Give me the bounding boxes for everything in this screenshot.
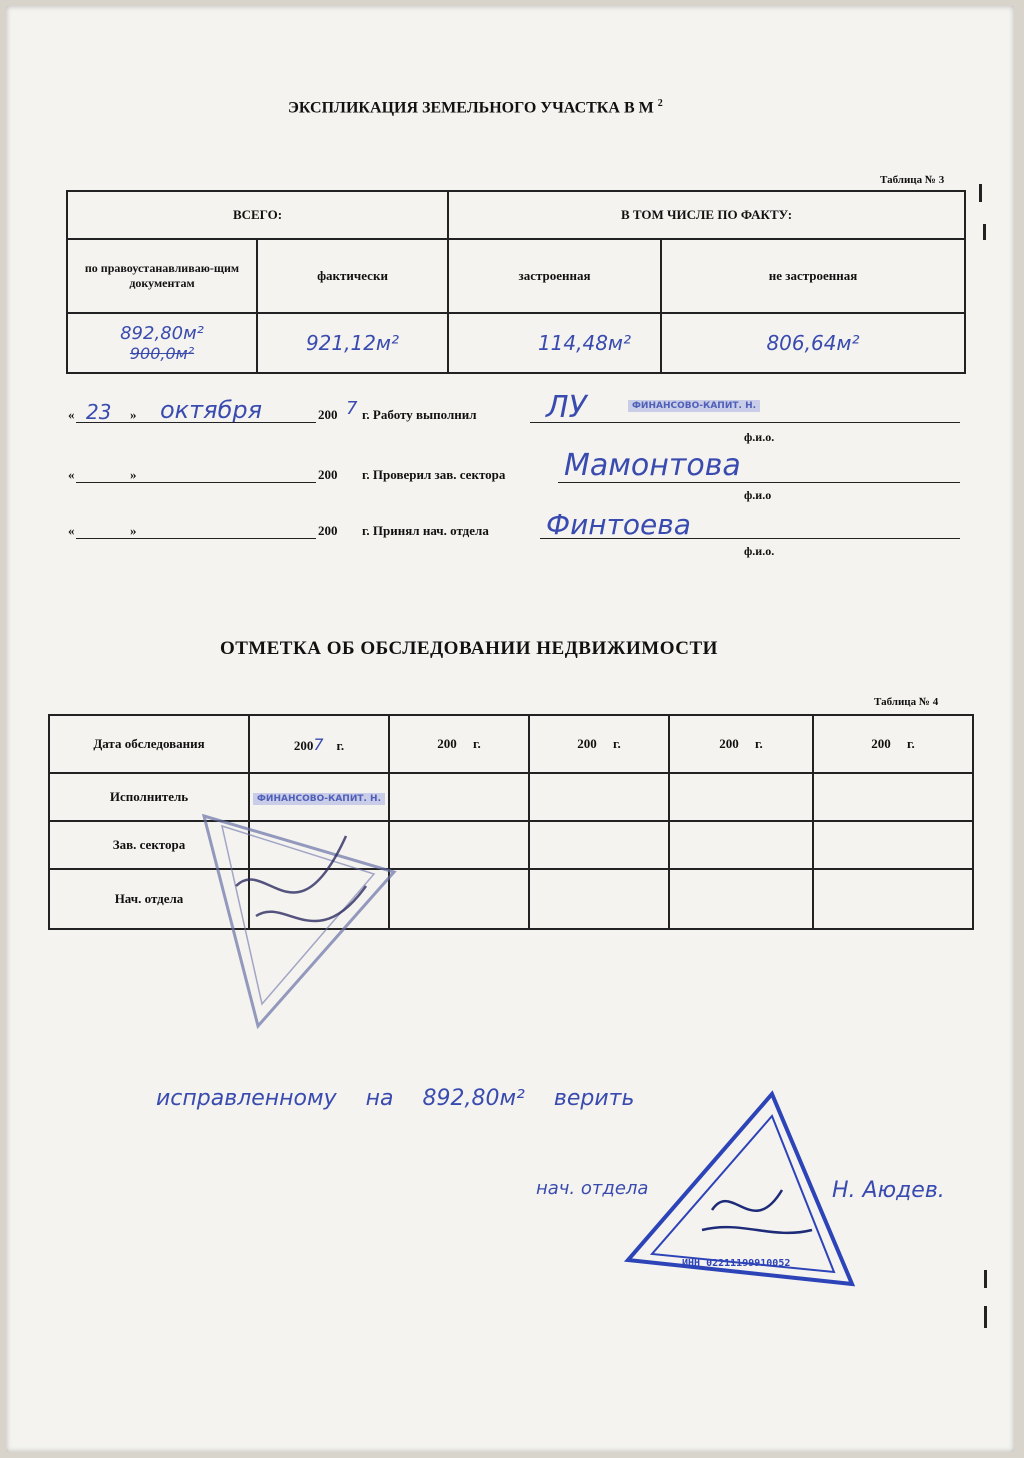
year-handwritten: 7 [313,734,324,754]
margin-mark [984,1306,987,1328]
year-handwritten: 7 [346,398,358,419]
date-cell-5 [813,715,973,773]
cell-actual [257,313,448,373]
col-by-documents: по правоустанавливаю-щим документам [67,239,257,313]
line-label: г. Работу выполнил [362,407,477,422]
signature-line-executed [68,390,964,426]
col-built: застроенная [448,239,661,313]
date-underline [76,482,316,483]
quote-close: » [130,407,137,422]
signature-line-accepted [68,508,964,542]
signature: ЛУ [546,390,587,425]
dept-head-label: нач. отдела [536,1178,649,1199]
exec-cell-2 [389,773,529,821]
margin-mark [983,224,986,240]
year-suffix: г. [473,736,481,751]
name-stamp: ФИНАНСОВО-КАПИТ. Н. [628,400,760,412]
row-label-executor: Исполнитель [49,773,249,821]
year-suffix: г. [907,736,915,751]
fio-label: ф.и.о. [744,544,775,558]
signature: Финтоева [546,508,691,541]
signature-line-checked [68,448,964,486]
table4-label: Таблица № 4 [874,696,939,708]
year-text: 200 [293,737,314,753]
area-actual: 921,12м² [305,331,400,355]
correction-note: исправленному на 892,80м² верить [156,1086,635,1111]
date-day: 23 [86,400,112,424]
row-label-sector-head: Зав. сектора [49,821,249,869]
nach-cell-2 [389,869,529,929]
date-cell-4 [669,715,813,773]
line-label: г. Проверил зав. сектора [362,467,506,482]
section-title: ОТМЕТКА ОБ ОБСЛЕДОВАНИИ НЕДВИЖИМОСТИ [220,638,718,659]
year-suffix: г. [613,736,621,751]
cell-unbuilt [661,313,965,373]
year-prefix: 200 [318,407,338,422]
area-built: 114,48м² [537,331,632,355]
signature-underline [558,482,960,483]
row-label-date: Дата обследования [49,715,249,773]
quote-close: » [130,523,137,538]
signature-underline [540,538,960,539]
nach-cell-4 [669,869,813,929]
cell-built [448,313,661,373]
table3-label: Таблица № 3 [880,174,945,186]
header-total: ВСЕГО: [67,191,448,239]
exec-cell-4 [669,773,813,821]
cell-by-documents [67,313,257,373]
date-cell-1 [249,715,389,773]
exec-cell-3 [529,773,669,821]
date-cell-3 [529,715,669,773]
year-text: 200 [871,736,891,751]
quote-close: » [130,467,137,482]
zav-cell-2 [389,821,529,869]
executor-stamp: ФИНАНСОВО-КАПИТ. Н. [253,793,385,805]
header-fact: В ТОМ ЧИСЛЕ ПО ФАКТУ: [448,191,965,239]
area-unbuilt: 806,64м² [766,331,860,355]
area-original: 900,0м² [129,344,195,363]
year-suffix: г. [336,737,345,753]
fio-label: ф.и.о. [744,430,775,444]
triangle-stamp-icon [196,776,406,1036]
line-label: г. Принял нач. отдела [362,523,489,538]
zav-cell-3 [529,821,669,869]
quote-open: « [68,407,75,422]
exec-cell-5 [813,773,973,821]
fio-label: ф.и.о [744,488,772,502]
explication-table [66,190,966,374]
signature-underline [530,422,960,423]
nach-cell-5 [813,869,973,929]
year-suffix: г. [755,736,763,751]
date-underline [76,422,316,423]
quote-open: « [68,467,75,482]
year-prefix: 200 [318,467,338,482]
col-unbuilt: не застроенная [661,239,965,313]
year-text: 200 [437,736,457,751]
date-cell-2 [389,715,529,773]
zav-cell-5 [813,821,973,869]
date-month: октября [160,396,263,424]
nach-cell-3 [529,869,669,929]
year-text: 200 [719,736,739,751]
row-label-dept-head: Нач. отдела [49,869,249,929]
stamp-inn-text: ИНН 02211199910052 [682,1258,791,1269]
year-text: 200 [577,736,597,751]
document-page [6,6,1014,1452]
zav-cell-4 [669,821,813,869]
quote-open: « [68,523,75,538]
margin-mark [979,184,982,202]
page-title [288,98,663,117]
inspection-table [48,714,974,930]
year-prefix: 200 [318,523,338,538]
col-actual: фактически [257,239,448,313]
signature: Мамонтова [564,448,741,483]
page-title-sup: 2 [657,98,663,109]
page-title-text: ЭКСПЛИКАЦИЯ ЗЕМЕЛЬНОГО УЧАСТКА В М [288,99,654,117]
dept-head-signature: Н. Аюдев. [832,1178,945,1203]
margin-mark [984,1270,987,1288]
area-corrected: 892,80м² [120,323,204,344]
date-underline [76,538,316,539]
